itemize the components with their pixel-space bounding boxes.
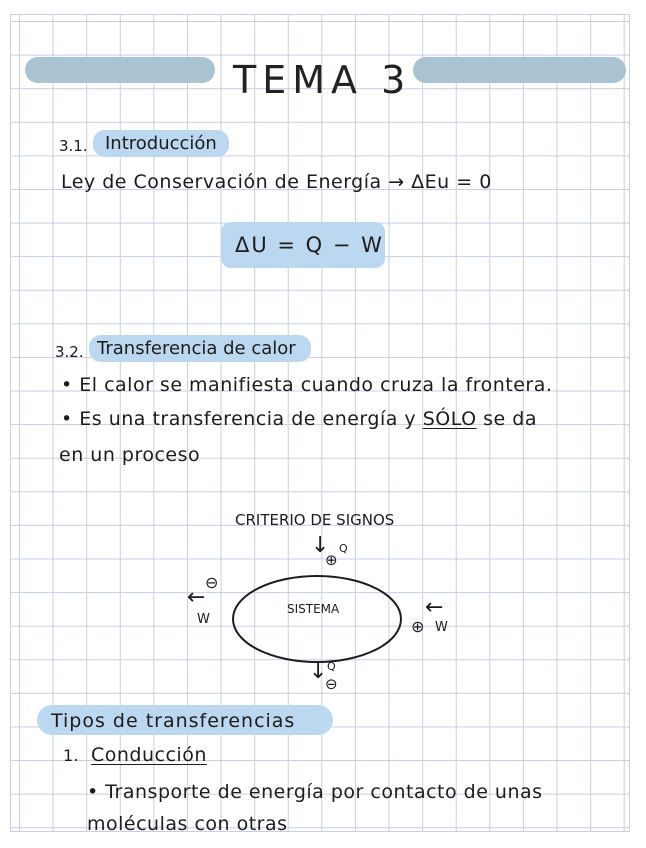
title-bar-right [413, 57, 626, 83]
heat-bullet-2-end: se da [483, 408, 537, 430]
section-heading-types: Tipos de transferencias [51, 710, 296, 732]
left-w-label: W [197, 612, 210, 627]
heat-bullet-2-start: • Es una transferencia de energía y [61, 408, 417, 430]
conservation-law-line: Ley de Conservación de Energía → ΔEu = 0 [61, 171, 492, 193]
heat-bullet-2-continuation: en un proceso [59, 444, 201, 466]
right-w-label: W [435, 620, 448, 635]
heat-bullet-2-emphasis: SÓLO [422, 408, 477, 430]
bottom-minus-sign-icon: ⊖ [325, 675, 338, 693]
first-law-formula: ΔU = Q − W [235, 233, 384, 257]
top-plus-sign-icon: ⊕ [325, 551, 338, 569]
notebook-page [10, 14, 630, 835]
section-number-heat: 3.2. [55, 343, 84, 361]
page-title: TEMA 3 [233, 58, 412, 102]
bottom-q-label: Q [327, 660, 336, 673]
left-minus-sign-icon: ⊖ [205, 573, 219, 592]
section-heading-intro: Introducción [105, 133, 217, 154]
left-arrow-icon: ← [187, 585, 206, 610]
types-item-1-title: Conducción [91, 744, 207, 766]
conduction-bullet-line-2: moléculas con otras [87, 813, 288, 835]
bottom-arrow-icon: ↓ [309, 659, 328, 684]
heat-bullet-2 [61, 410, 537, 429]
system-label: SISTEMA [287, 602, 340, 616]
diagram-title: CRITERIO DE SIGNOS [235, 511, 395, 529]
section-heading-heat: Transferencia de calor [97, 338, 296, 359]
right-arrow-icon: ← [425, 595, 444, 620]
heat-bullet-1: • El calor se manifiesta cuando cruza la frontera. [61, 374, 553, 396]
top-q-label: Q [339, 542, 348, 555]
system-ellipse [229, 571, 405, 667]
conduction-bullet-line-1: • Transporte de energía por contacto de unas [87, 781, 543, 803]
section-number-intro: 3.1. [59, 137, 88, 155]
top-arrow-icon: ↓ [311, 533, 330, 558]
title-bar-left [25, 57, 215, 83]
right-plus-sign-icon: ⊕ [411, 617, 425, 636]
types-item-1-number: 1. [63, 746, 80, 765]
